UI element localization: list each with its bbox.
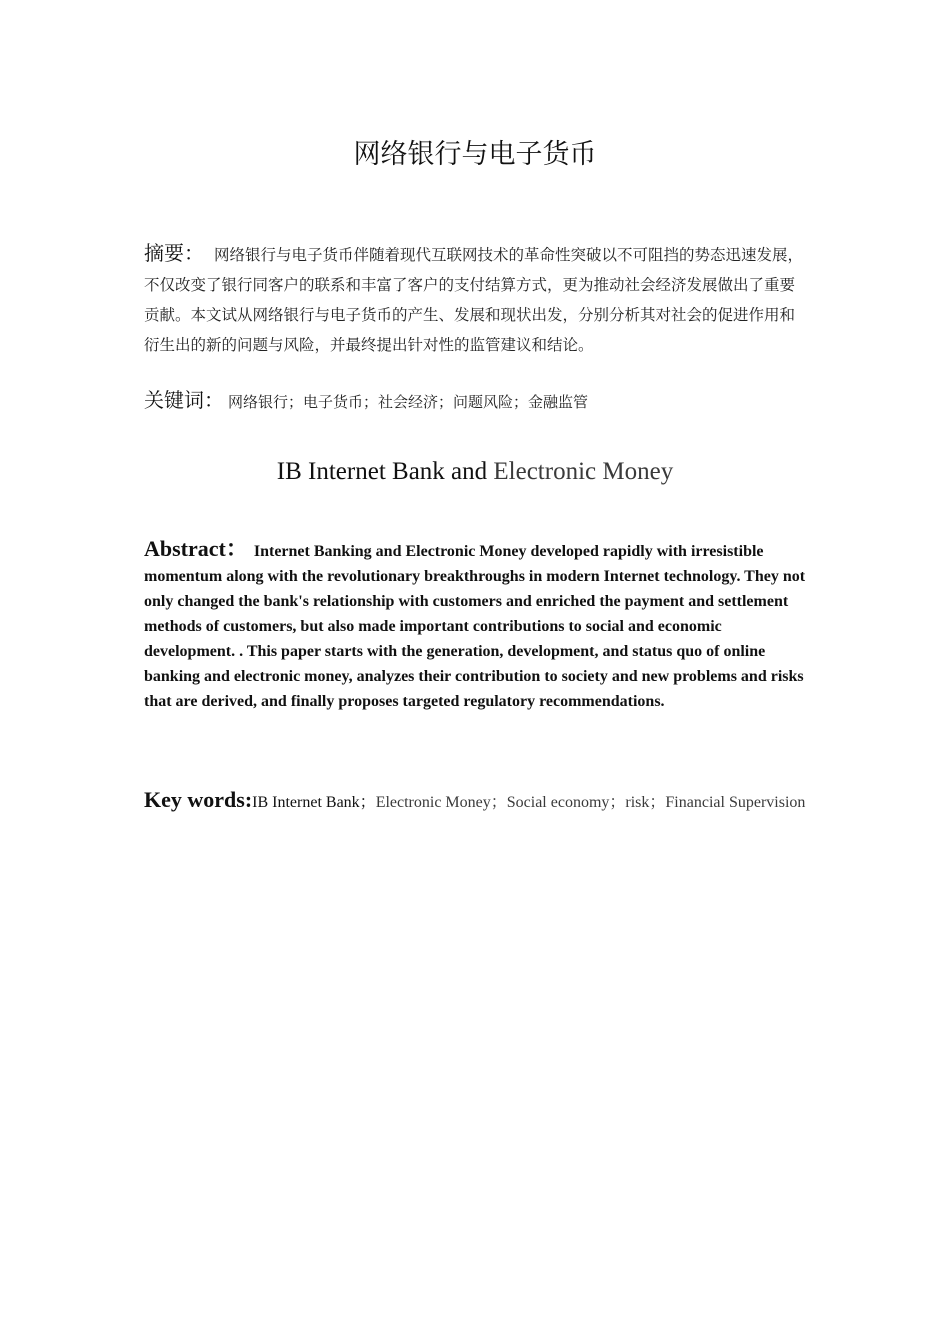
english-abstract (144, 536, 806, 714)
english-abstract-text: Internet Banking and Electronic Money developed rapidly with irresistible momentum along with the revolutionary breakthroughs in modern Internet technology. They not only changed the bank's relationship with customers and enriched the payment and settlement methods of customers, but also made important contributions to social and economic development. . This paper starts with the generation, development, and status quo of online banking and electronic money, analyzes their contribution to society and new problems and risks that are derived, and finally proposes targeted regulatory recommendations. (144, 543, 806, 710)
chinese-keywords-text: 网络银行；电子货币；社会经济；问题风险；金融监管 (228, 393, 589, 411)
chinese-keywords-label: 关键词： (144, 388, 224, 412)
chinese-title: 网络银行与电子货币 (353, 139, 597, 170)
chinese-abstract (144, 238, 806, 360)
english-keywords-rest: Electronic Money；Social economy；risk；Financial Supervision (375, 794, 806, 811)
english-keywords-first: IB Internet Bank； (252, 794, 376, 811)
chinese-keywords (144, 385, 806, 417)
english-title-first: IB Internet Bank and (276, 458, 494, 485)
english-keywords (144, 782, 806, 820)
english-keywords-label: Key words: (144, 787, 253, 812)
chinese-abstract-label: 摘要： (144, 241, 204, 265)
chinese-abstract-text: 网络银行与电子货币伴随着现代互联网技术的革命性突破以不可阻挡的势态迅速发展，不仅改变了银行同客户的联系和丰富了客户的支付结算方式，更为推动社会经济发展做出了重要贡献。本文试从网络银行与电子货币的产生、发展和现状出发，分别分析其对社会的促进作用和衍生出的新的问题与风险，并最终提出针对性的监管建议和结论。 (144, 246, 804, 354)
english-title-rest: Electronic Money (493, 458, 674, 485)
english-title (0, 458, 950, 486)
english-abstract-label: Abstract： (144, 536, 248, 561)
